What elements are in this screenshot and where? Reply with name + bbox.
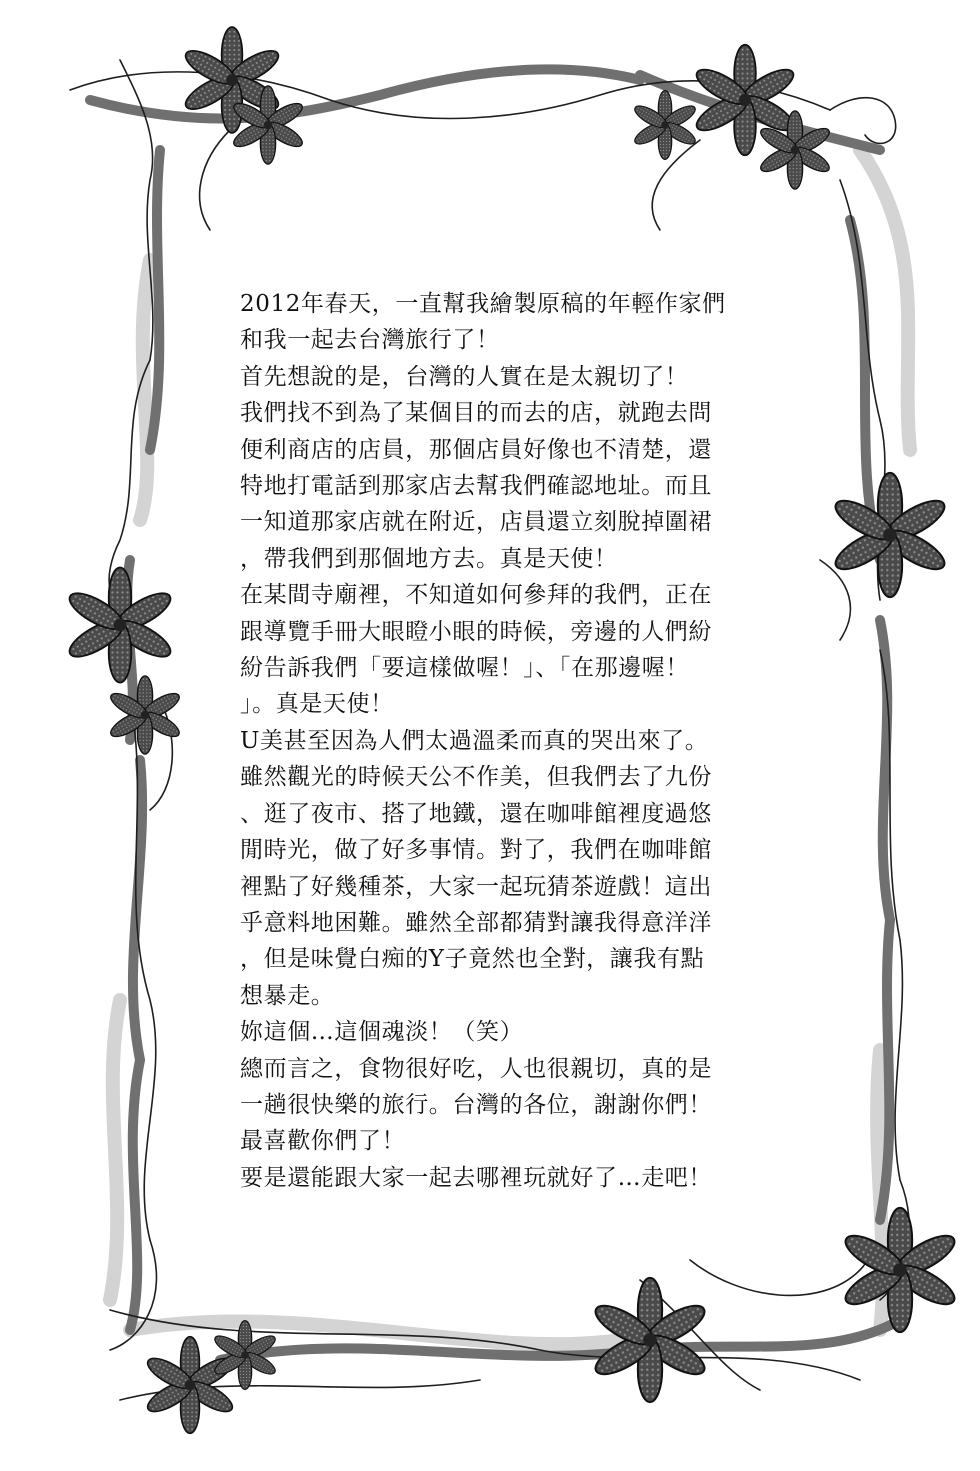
letter-line: ，帶我們到那個地方去。真是天使！ — [240, 545, 618, 572]
letter-line: 紛告訴我們「要這樣做喔！」、「在那邊喔！ — [240, 655, 689, 682]
letter-line: 和我一起去台灣旅行了！ — [240, 327, 500, 354]
letter-line: 想暴走。 — [240, 982, 335, 1009]
letter-line: 雖然觀光的時候天公不作美，但我們去了九份 — [240, 764, 712, 791]
letter-line: 閒時光，做了好多事情。對了，我們在咖啡館 — [240, 837, 712, 864]
letter-line: ，但是味覺白痴的Y子竟然也全對，讓我有點 — [240, 946, 705, 973]
letter-line: 裡點了好幾種茶，大家一起玩猜茶遊戲！這出 — [240, 873, 712, 900]
letter-line: 妳這個…這個魂淡！（笑） — [240, 1019, 524, 1046]
letter-line: 乎意料地困難。雖然全部都猜對讓我得意洋洋 — [240, 909, 712, 936]
letter-body — [240, 286, 800, 1196]
letter-line: 總而言之，食物很好吃，人也很親切，真的是 — [240, 1055, 712, 1082]
letter-line: U美甚至因為人們太過溫柔而真的哭出來了。 — [240, 727, 709, 754]
letter-line: 一趟很快樂的旅行。台灣的各位，謝謝你們！ — [240, 1091, 712, 1118]
letter-line: 、逛了夜市、搭了地鐵，還在咖啡館裡度過悠 — [240, 800, 712, 827]
letter-line: 首先想說的是，台灣的人實在是太親切了！ — [240, 363, 689, 390]
letter-line: 」。真是天使！ — [240, 691, 394, 718]
letter-line: 最喜歡你們了！ — [240, 1128, 406, 1155]
letter-line: 在某間寺廟裡，不知道如何參拜的我們，正在 — [240, 582, 712, 609]
letter-line: 要是還能跟大家一起去哪裡玩就好了…走吧！ — [240, 1164, 712, 1191]
letter-line: 特地打電話到那家店去幫我們確認地址。而且 — [240, 473, 712, 500]
letter-line: 2012年春天，一直幫我繪製原稿的年輕作家們 — [240, 291, 726, 317]
letter-line: 跟導覽手冊大眼瞪小眼的時候，旁邊的人們紛 — [240, 618, 712, 645]
letter-line: 便利商店的店員，那個店員好像也不清楚，還 — [240, 436, 712, 463]
letter-line: 我們找不到為了某個目的而去的店，就跑去問 — [240, 400, 712, 427]
letter-line: 一知道那家店就在附近，店員還立刻脫掉圍裙 — [240, 509, 712, 536]
